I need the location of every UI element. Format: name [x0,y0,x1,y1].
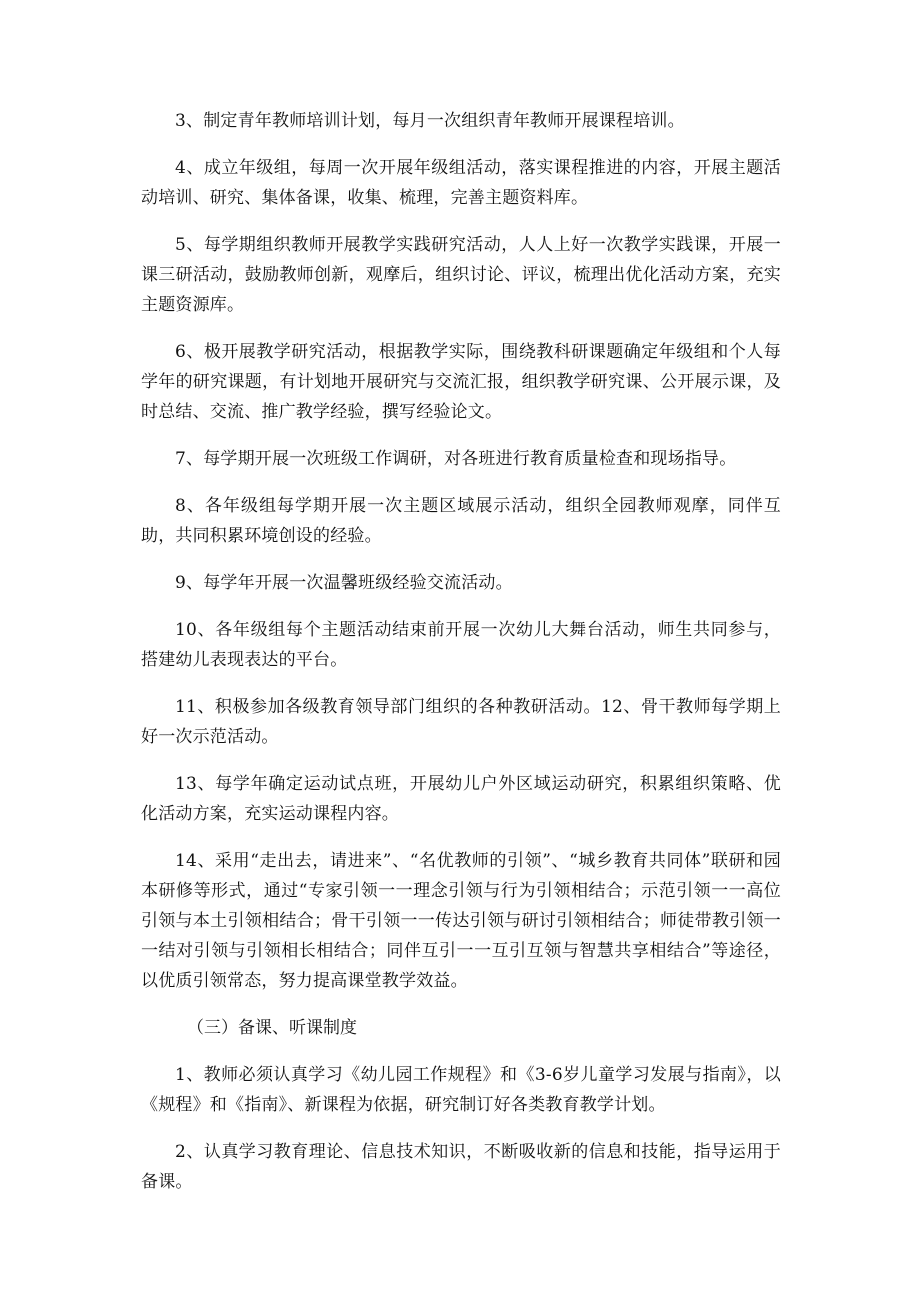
paragraph-item-5: 5、每学期组织教师开展教学实践研究活动，人人上好一次教学实践课，开展一课三研活动，鼓励教师创新，观摩后，组织讨论、评议，梳理出优化活动方案，充实主题资源库。 [141,235,781,315]
paragraph-item-8: 8、各年级组每学期开展一次主题区域展示活动，组织全园教师观摩，同伴互助，共同积累环境创设的经验。 [141,496,781,546]
paragraph-item-13: 13、每学年确定运动试点班，开展幼儿户外区域运动研究，积累组织策略、优化活动方案，充实运动课程内容。 [141,774,781,824]
document-body [141,106,781,1214]
paragraph-item-prep-2: 2、认真学习教育理论、信息技术知识，不断吸收新的信息和技能，指导运用于备课。 [141,1142,781,1192]
paragraph-item-3: 3、制定青年教师培训计划，每月一次组织青年教师开展课程培训。 [175,111,685,131]
paragraph-item-9: 9、每学年开展一次温馨班级经验交流活动。 [175,573,513,593]
paragraph-item-11: 11、积极参加各级教育领导部门组织的各种教研活动。12、骨干教师每学期上好一次示范活动。 [141,697,781,747]
paragraph-item-prep-1: 1、教师必须认真学习《幼儿园工作规程》和《3-6岁儿童学习发展与指南》，以《规程》和《指南》、新课程为依据，研究制订好各类教育教学计划。 [141,1065,781,1115]
paragraph-item-6: 6、极开展教学研究活动，根据教学实际，围绕教科研课题确定年级组和个人每学年的研究课题，有计划地开展研究与交流汇报，组织教学研究课、公开展示课，及时总结、交流、推广教学经验，撰写经验论文。 [141,342,781,422]
section-heading: （三）备课、听课制度 [187,1018,357,1038]
paragraph-item-14: 14、采用“走出去，请进来”、“名优教师的引领”、“城乡教育共同体”联研和园本研修等形式，通过“专家引领一一理念引领与行为引领相结合；示范引领一一高位引领与本土引领相结合；骨干引领一一传达引领与研讨引领相结合；师徒带教引领一一结对引领与引领相长相结合；同伴互引一一互引互领与智慧共享相结合”等途径，以优质引领常态，努力提高课堂教学效益。 [141,851,781,991]
paragraph-item-4: 4、成立年级组，每周一次开展年级组活动，落实课程推进的内容，开展主题活动培训、研究、集体备课，收集、梳理，完善主题资料库。 [141,158,781,208]
paragraph-item-7: 7、每学期开展一次班级工作调研，对各班进行教育质量检查和现场指导。 [175,449,737,469]
paragraph-item-10: 10、各年级组每个主题活动结束前开展一次幼儿大舞台活动，师生共同参与，搭建幼儿表现表达的平台。 [141,620,781,670]
